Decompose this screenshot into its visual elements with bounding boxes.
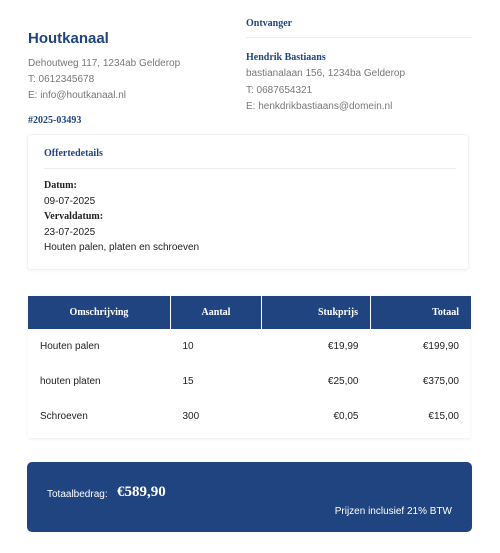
recipient-address: bastianalaan 156, 1234ba Gelderop [246, 68, 406, 79]
recipient-block [246, 16, 472, 116]
header-quantity: Aantal [171, 296, 262, 329]
total-label: Totaalbedrag: [47, 489, 108, 500]
cell-quantity: 10 [182, 341, 194, 352]
header-total: Totaal [371, 296, 472, 329]
recipient-phone: T: 0687654321 [246, 84, 313, 96]
company-email: E: info@houtkanaal.nl [28, 90, 126, 101]
cell-quantity: 300 [182, 411, 200, 422]
cell-total: €15,00 [428, 411, 459, 422]
recipient-heading: Ontvanger [246, 16, 472, 38]
cell-unit-price: €25,00 [327, 376, 359, 387]
date-label: Datum: [44, 180, 77, 191]
company-name: Houtkanaal [28, 30, 109, 47]
date-value: 09-07-2025 [44, 195, 96, 207]
total-summary-box [27, 462, 472, 532]
cell-total: €375,00 [422, 376, 459, 387]
vat-note: Prijzen inclusief 21% BTW [334, 506, 452, 517]
cell-description: Schroeven [40, 411, 88, 422]
expiry-value: 23-07-2025 [44, 226, 96, 238]
cell-unit-price: €19,99 [327, 341, 359, 352]
recipient-email: E: henkdrikbastiaans@domein.nl [246, 101, 393, 112]
expiry-label: Vervaldatum: [44, 211, 104, 222]
table-row [28, 329, 471, 364]
cell-unit-price: €0,05 [333, 411, 359, 422]
cell-description: houten platen [40, 376, 101, 387]
details-body [44, 178, 199, 256]
table-header-row [28, 296, 471, 329]
total-amount: €589,90 [117, 484, 166, 500]
recipient-name: Hendrik Bastiaans [246, 52, 326, 63]
header-description: Omschrijving [28, 296, 171, 329]
line-items-table [28, 296, 471, 434]
table-row [28, 399, 471, 434]
company-phone: T: 0612345678 [28, 74, 95, 85]
cell-description: Houten palen [40, 341, 100, 352]
table-row [28, 364, 471, 399]
details-heading: Offertedetails [44, 148, 456, 169]
sender-block [28, 30, 228, 104]
header-unit-price: Stukprijs [262, 296, 371, 329]
cell-quantity: 15 [182, 376, 194, 387]
quote-number: #2025-03493 [28, 115, 82, 126]
details-description: Houten palen, platen en schroeven [44, 242, 200, 253]
company-address: Dehoutweg 117, 1234ab Gelderop [28, 58, 181, 69]
cell-total: €199,90 [422, 341, 459, 352]
quote-details-card [27, 134, 469, 270]
